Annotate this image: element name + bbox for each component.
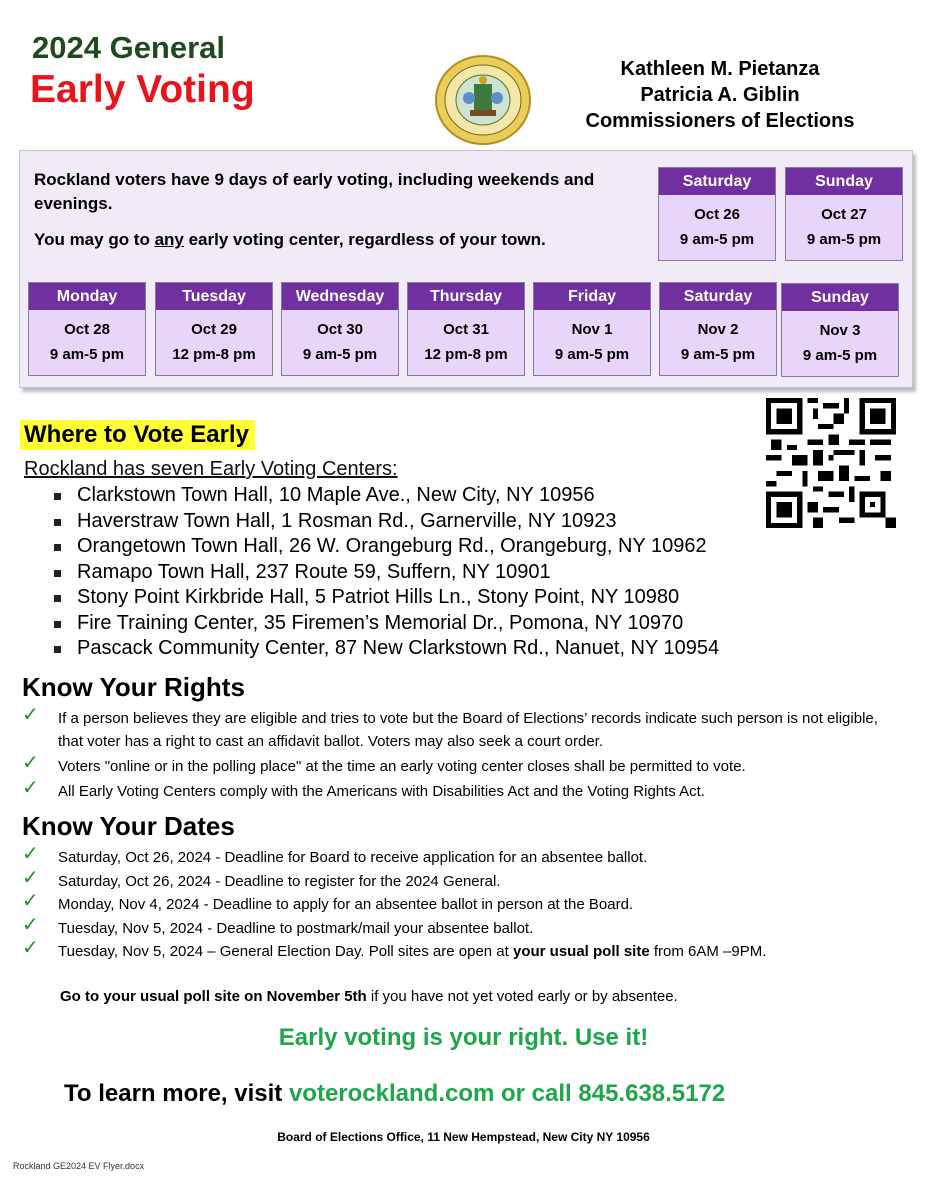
list-item [22, 913, 902, 941]
dates-list [22, 843, 902, 964]
day-card-tue-oct29 [155, 282, 273, 376]
day-hours: 12 pm-8 pm [424, 346, 508, 363]
date-text: Saturday, Oct 26, 2024 - Deadline for Board to receive application for an absentee ballot. [58, 849, 648, 866]
where-heading: Where to Vote Early [20, 420, 255, 450]
checkmark-icon: ✓ [22, 913, 39, 936]
day-card-mon-oct28 [28, 282, 146, 376]
office-address: Board of Elections Office, 11 New Hempstead, New City NY 10956 [277, 1130, 650, 1144]
day-hours: 9 am-5 pm [802, 347, 878, 364]
date-text: from 6AM –9PM. [649, 943, 767, 960]
intro-emphasis: any [154, 230, 184, 249]
learn-more [64, 1080, 725, 1108]
list-item [22, 704, 882, 753]
checkmark-icon: ✓ [22, 866, 39, 889]
rights-list [22, 704, 882, 803]
list-item [22, 937, 902, 964]
day-name: Saturday [659, 168, 775, 195]
intro-text: Rockland voters have 9 days of early voting, including weekends and evenings. [34, 170, 595, 213]
day-date: Oct 30 [317, 321, 363, 338]
day-card-thu-oct31 [407, 282, 525, 376]
checkmark-icon: ✓ [22, 890, 39, 912]
date-text-bold: your usual poll site [512, 943, 650, 960]
day-date: Oct 29 [191, 321, 237, 338]
slogan: Early voting is your right. Use it! [278, 1024, 649, 1051]
commissioner-name: Kathleen M. Pietanza [620, 58, 820, 80]
date-text: Monday, Nov 4, 2024 - Deadline to apply for an absentee ballot in person at the Board. [58, 896, 634, 913]
checkmark-icon: ✓ [22, 843, 39, 865]
checkmark-icon: ✓ [22, 752, 39, 774]
commissioners-title: Commissioners of Elections [585, 110, 855, 132]
day-name: Saturday [660, 283, 776, 310]
commissioners-block [560, 56, 880, 134]
list-item: Stony Point Kirkbride Hall, 5 Patriot Hills Ln., Stony Point, NY 10980 [52, 585, 719, 611]
day-date: Oct 27 [821, 206, 867, 223]
centers-subheading: Rockland has seven Early Voting Centers: [24, 458, 398, 480]
list-item [22, 777, 882, 803]
day-name: Tuesday [156, 283, 272, 310]
day-hours: 9 am-5 pm [49, 346, 125, 363]
board-of-elections-seal [434, 54, 532, 146]
voting-centers-list [52, 483, 719, 662]
day-name: Sunday [782, 284, 898, 311]
list-item: Haverstraw Town Hall, 1 Rosman Rd., Garnerville, NY 10923 [52, 509, 719, 535]
day-card-sat-nov2 [659, 282, 777, 376]
list-item [22, 866, 902, 894]
checkmark-icon: ✓ [22, 777, 39, 799]
list-item [22, 752, 882, 778]
list-item: Orangetown Town Hall, 26 W. Orangeburg Rd., Orangeburg, NY 10962 [52, 534, 719, 560]
day-card-sun-oct27 [785, 167, 903, 261]
list-item: Ramapo Town Hall, 237 Route 59, Suffern, NY 10901 [52, 560, 719, 586]
rights-text: If a person believes they are eligible and tries to vote but the Board of Elections’ records indicate such person is not eligible, that voter has a right to cast an affidavit ballot. Voters may also seek a court order. [58, 710, 878, 750]
day-name: Friday [534, 283, 650, 310]
day-card-fri-nov1 [533, 282, 651, 376]
day-card-wed-oct30 [281, 282, 399, 376]
checkmark-icon: ✓ [22, 704, 39, 726]
day-name: Monday [29, 283, 145, 310]
rights-heading: Know Your Rights [22, 672, 245, 702]
checkmark-icon: ✓ [22, 937, 39, 959]
page-title: Early Voting [30, 68, 255, 111]
list-item [22, 890, 902, 917]
day-card-sun-nov3 [781, 283, 899, 377]
day-name: Thursday [408, 283, 524, 310]
date-text: Saturday, Oct 26, 2024 - Deadline to register for the 2024 General. [58, 872, 501, 890]
date-text: Tuesday, Nov 5, 2024 – General Election Day. Poll sites are open at [58, 943, 513, 960]
learn-more-prefix: To learn more, visit [64, 1080, 289, 1107]
commissioner-name: Patricia A. Giblin [640, 84, 800, 106]
day-hours: 9 am-5 pm [554, 346, 630, 363]
reminder-text: if you have not yet voted early or by absentee. [366, 988, 678, 1005]
day-hours: 9 am-5 pm [302, 346, 378, 363]
dates-heading: Know Your Dates [22, 811, 235, 841]
day-date: Oct 28 [64, 321, 110, 338]
intro-text-part: early voting center, regardless of your town. [183, 230, 546, 249]
day-hours: 12 pm-8 pm [172, 346, 256, 363]
reminder-bold: Go to your usual poll site on November 5th [60, 988, 367, 1005]
day-date: Oct 26 [694, 206, 740, 223]
date-text: Tuesday, Nov 5, 2024 - Deadline to postmark/mail your absentee ballot. [58, 919, 534, 937]
list-item: Fire Training Center, 35 Firemen’s Memorial Dr., Pomona, NY 10970 [52, 611, 719, 637]
day-card-sat-oct26 [658, 167, 776, 261]
day-date: Nov 1 [571, 321, 613, 338]
day-date: Oct 31 [443, 321, 489, 338]
day-hours: 9 am-5 pm [679, 231, 755, 248]
rights-text: All Early Voting Centers comply with the Americans with Disabilities Act and the Voting Rights Act. [58, 783, 705, 800]
intro-text-part: You may go to [34, 230, 155, 249]
day-name: Wednesday [282, 283, 398, 310]
list-item [22, 843, 902, 870]
intro-any-center [34, 230, 654, 250]
day-hours: 9 am-5 pm [806, 231, 882, 248]
year-title: 2024 General [32, 30, 226, 65]
list-item: Pascack Community Center, 87 New Clarkstown Rd., Nanuet, NY 10954 [52, 636, 719, 662]
day-hours: 9 am-5 pm [680, 346, 756, 363]
day-date: Nov 2 [697, 321, 739, 338]
document-filename: Rockland GE2024 EV Flyer.docx [13, 1161, 145, 1171]
rights-text: Voters "online or in the polling place" at the time an early voting center closes shall be permitted to vote. [58, 758, 746, 775]
day-name: Sunday [786, 168, 902, 195]
day-date: Nov 3 [819, 322, 861, 339]
learn-more-link[interactable]: voterockland.com or call 845.638.5172 [288, 1080, 726, 1107]
election-day-reminder [60, 988, 678, 1005]
list-item: Clarkstown Town Hall, 10 Maple Ave., New City, NY 10956 [52, 483, 719, 509]
qr-code-icon[interactable] [766, 398, 896, 528]
